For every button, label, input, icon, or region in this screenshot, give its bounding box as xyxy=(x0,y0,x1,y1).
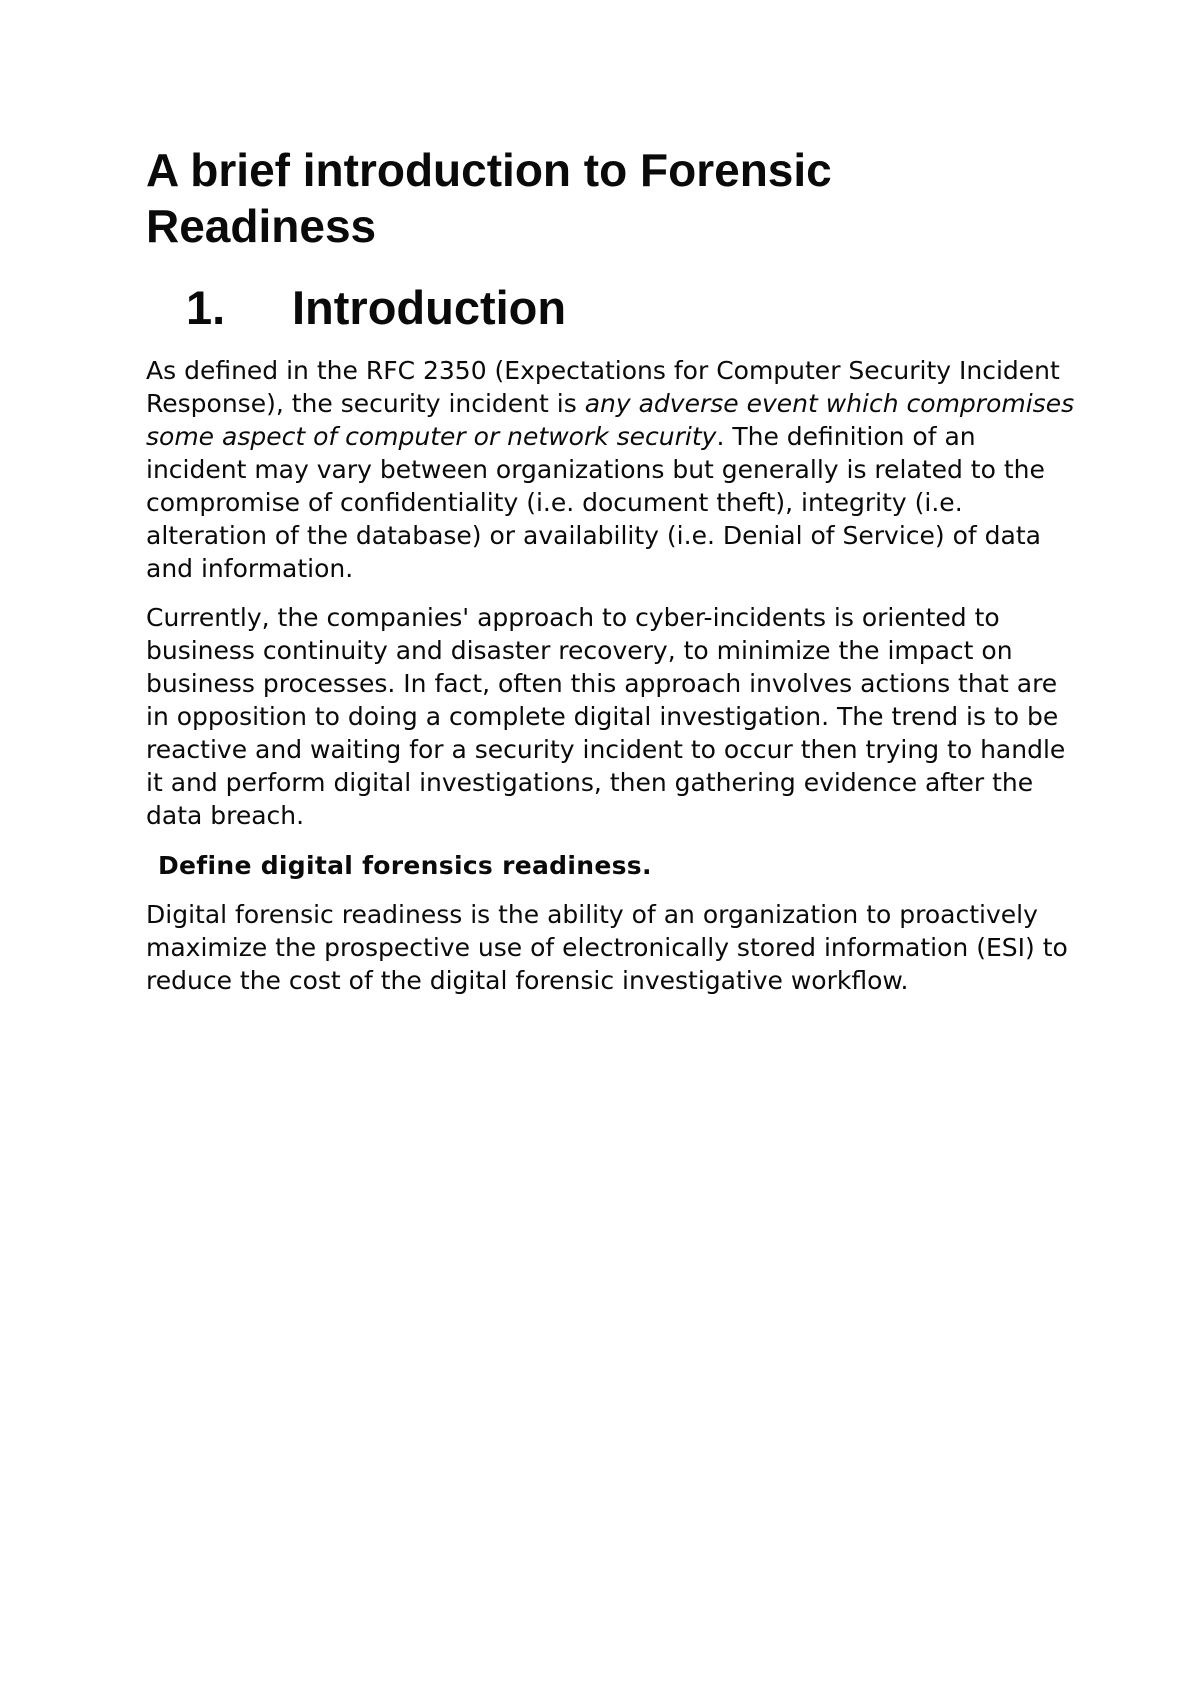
section-number: 1. xyxy=(186,281,226,334)
document-title: A brief introduction to Forensic Readiness xyxy=(146,144,832,252)
section-title: Introduction xyxy=(292,281,567,334)
paragraph-1-emphasis: any adverse event which compromises some aspect of computer or network security xyxy=(146,389,1075,451)
paragraph-1-text-b: . The definition of an incident may vary between organizations but generally is related to the compromise of confidentiality (i.e. document theft), integrity (i.e. alteration of the database) or availability (i.e. Denial of Service) of data and information. xyxy=(146,422,1045,583)
paragraph-rfc-definition xyxy=(146,354,1076,585)
paragraph-current-approach: Currently, the companies' approach to cyber-incidents is oriented to business continuity and disaster recovery, to minimize the impact on business processes. In fact, often this approach involves actions that are in opposition to doing a complete digital investigation. The trend is to be reactive and waiting for a security incident to occur then trying to handle it and perform digital investigations, then gathering evidence after the data breach. xyxy=(146,603,1066,830)
subheading-define-readiness: Define digital forensics readiness. xyxy=(158,851,652,880)
paragraph-1-text-a: As defined in the RFC 2350 (Expectations for Computer Security Incident Response), the security incident is xyxy=(146,356,1060,418)
paragraph-readiness-definition: Digital forensic readiness is the ability of an organization to proactively maximize the prospective use of electronically stored information (ESI) to reduce the cost of the digital forensic investigative workflow. xyxy=(146,900,1068,995)
section-heading xyxy=(146,278,1070,338)
